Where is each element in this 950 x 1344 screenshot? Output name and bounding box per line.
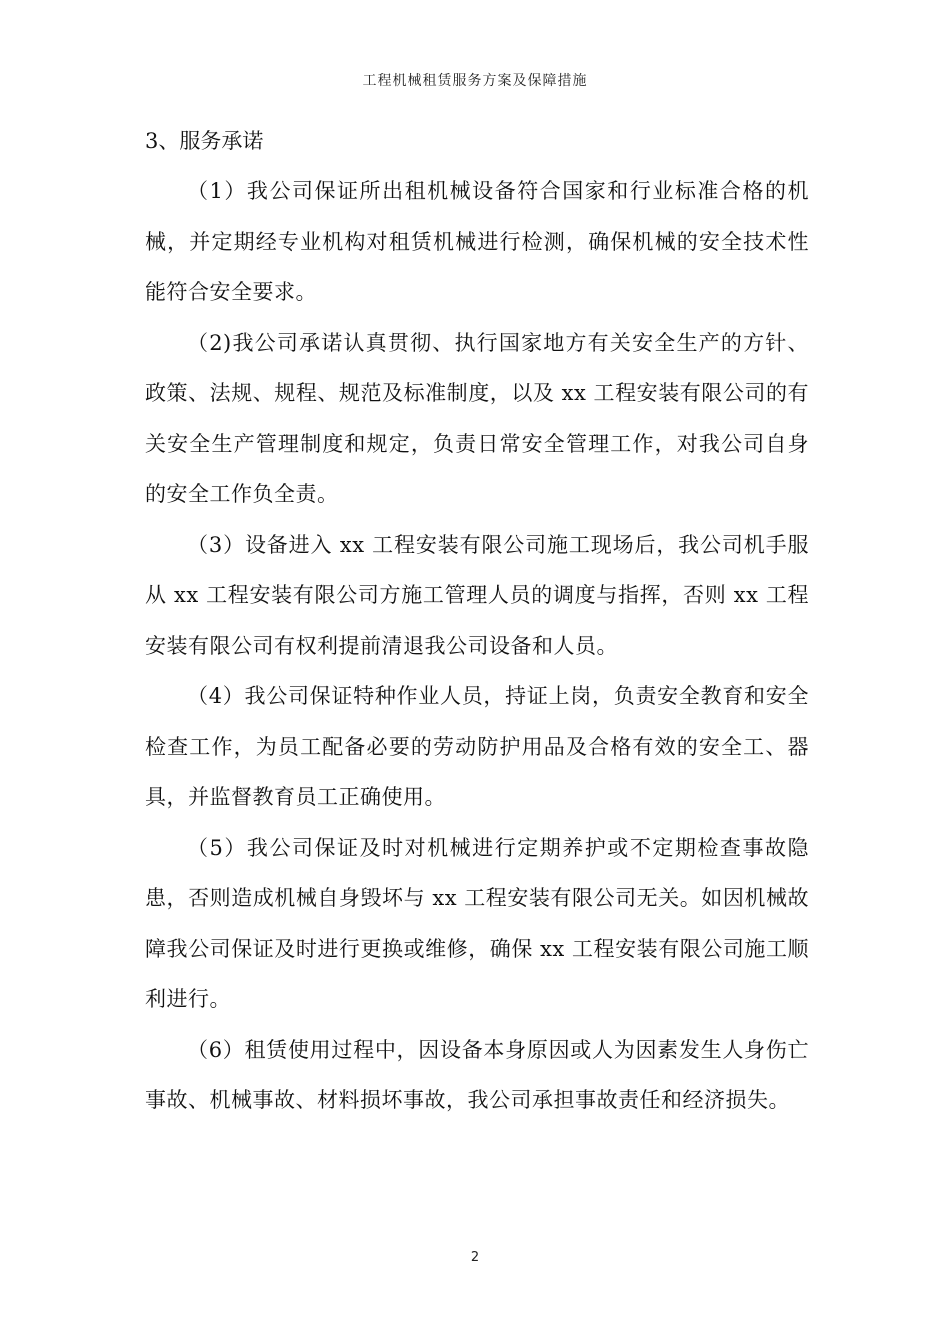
commitment-paragraph-5: （5）我公司保证及时对机械进行定期养护或不定期检查事故隐患，否则造成机械自身毁坏与 xx 工程安装有限公司无关。如因机械故障我公司保证及时进行更换或维修，确保 xx 工程安装有限公司施工顺利进行。 [145, 835, 809, 1011]
page-header: 工程机械租赁服务方案及保障措施 [362, 73, 588, 89]
commitment-paragraph-6: （6）租赁使用过程中，因设备本身原因或人为因素发生人身伤亡事故、机械事故、材料损坏事故，我公司承担事故责任和经济损失。 [145, 1037, 809, 1112]
commitment-paragraph-4: （4）我公司保证特种作业人员，持证上岗，负责安全教育和安全检查工作，为员工配备必要的劳动防护用品及合格有效的安全工、器具，并监督教育员工正确使用。 [145, 684, 809, 809]
document-body [145, 116, 809, 1126]
page-number: 2 [470, 1250, 480, 1265]
section-heading: 3、服务承诺 [145, 129, 264, 153]
commitment-paragraph-1: （1）我公司保证所出租机械设备符合国家和行业标准合格的机械，并定期经专业机构对租赁机械进行检测，确保机械的安全技术性能符合安全要求。 [145, 179, 809, 304]
commitment-paragraph-2: （2)我公司承诺认真贯彻、执行国家地方有关安全生产的方针、政策、法规、规程、规范及标准制度，以及 xx 工程安装有限公司的有关安全生产管理制度和规定，负责日常安全管理工作，对我公司自身的安全工作负全责。 [145, 330, 809, 506]
commitment-paragraph-3: （3）设备进入 xx 工程安装有限公司施工现场后，我公司机手服从 xx 工程安装有限公司方施工管理人员的调度与指挥，否则 xx 工程安装有限公司有权利提前清退我公司设备和人员。 [145, 532, 809, 658]
